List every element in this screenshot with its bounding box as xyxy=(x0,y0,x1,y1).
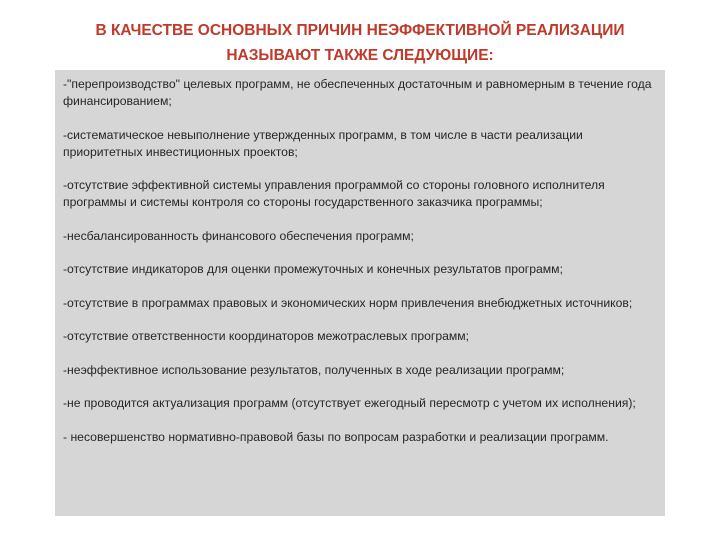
list-item: -неэффективное использование результатов, полученных в ходе реализации программ; xyxy=(63,362,565,377)
slide-title-line-2: НАЗЫВАЮТ ТАКЖЕ СЛЕДУЮЩИЕ: xyxy=(226,47,494,64)
list-item: -несбалансированность финансового обеспечения программ; xyxy=(63,228,414,243)
content-box xyxy=(55,70,665,516)
list-item: -отсутствие ответственности координаторов межотраслевых программ; xyxy=(63,329,470,343)
slide-title-line-1: В КАЧЕСТВЕ ОСНОВНЫХ ПРИЧИН НЕЭФФЕКТИВНОЙ РЕАЛИЗАЦИИ xyxy=(95,22,625,39)
slide-title xyxy=(40,18,680,68)
list-item: -отсутствие эффективной системы управления программой со стороны головного исполнителя программы и системы контроля со стороны государственного заказчика программы; xyxy=(63,178,605,209)
list-item: -систематическое невыполнение утвержденных программ, в том числе в части реализации приоритетных инвестиционных проектов; xyxy=(63,127,583,159)
list-item: -отсутствие в программах правовых и экономических норм привлечения внебюджетных источников; xyxy=(63,295,633,310)
list-item: -отсутствие индикаторов для оценки промежуточных и конечных результатов программ; xyxy=(63,262,563,276)
list-item: -"перепроизводство" целевых программ, не обеспеченных достаточным и равномерным в течение года финансированием; xyxy=(63,77,652,108)
list-item: -не проводится актуализация программ (отсутствует ежегодный пересмотр с учетом их исполнения); xyxy=(63,396,636,410)
list-item: - несовершенство нормативно-правовой базы по вопросам разработки и реализации программ. xyxy=(63,429,609,444)
slide-number: 33 xyxy=(664,511,676,522)
